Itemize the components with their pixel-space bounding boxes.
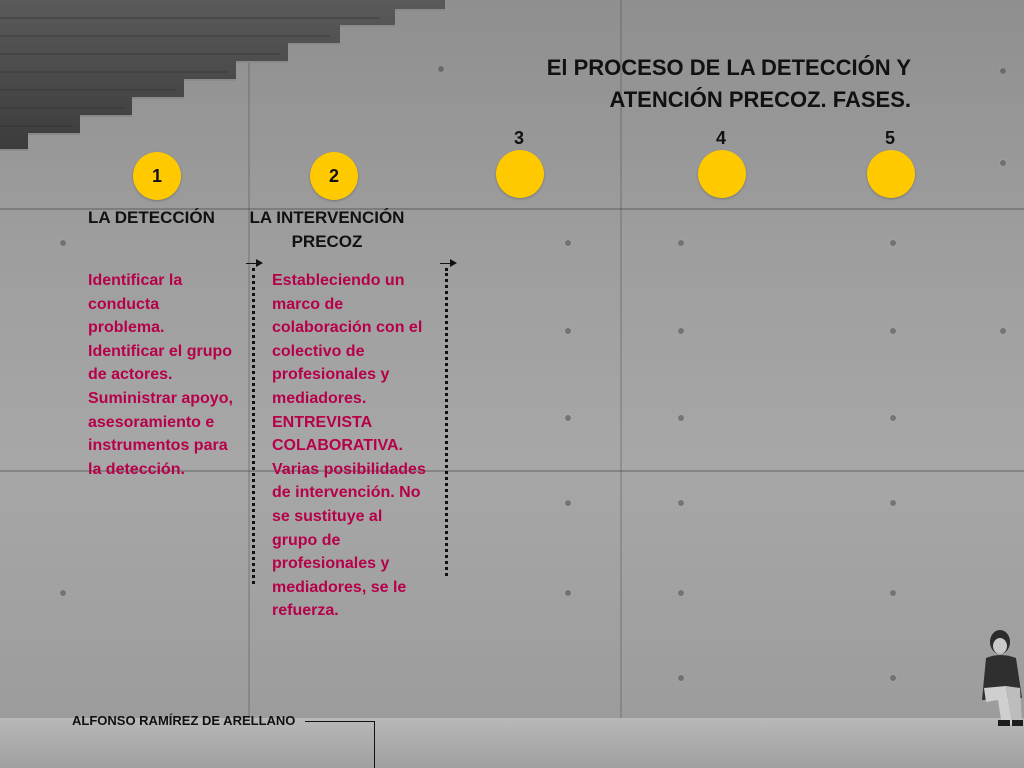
wall-tie-hole bbox=[565, 500, 571, 506]
divider-arrow-line bbox=[440, 263, 450, 264]
divider-arrow-head bbox=[256, 259, 263, 267]
phase-2-line: ENTREVISTA bbox=[272, 413, 373, 431]
wall-tie-hole bbox=[890, 328, 896, 334]
wall-tie-hole bbox=[678, 675, 684, 681]
wall-tie-hole bbox=[565, 415, 571, 421]
phase-2-line: grupo de bbox=[272, 531, 341, 549]
phase-1-heading: LA DETECCIÓN bbox=[88, 208, 215, 227]
wall-tie-hole bbox=[565, 590, 571, 596]
phase-2-line: refuerza. bbox=[272, 602, 339, 620]
footer-vertical-rule bbox=[374, 721, 375, 768]
phase-2-line: profesionales y bbox=[272, 555, 390, 573]
wall-tie-hole bbox=[678, 590, 684, 596]
wall-tie-hole bbox=[890, 590, 896, 596]
wall-tie-hole bbox=[678, 240, 684, 246]
phase-2-circle bbox=[310, 152, 358, 200]
phase-1-line: problema. bbox=[88, 319, 165, 337]
phase-1-line: la detección. bbox=[88, 460, 185, 478]
divider-arrow-head bbox=[450, 259, 457, 267]
phase-1-description bbox=[88, 269, 233, 481]
phase-2-heading bbox=[241, 206, 413, 254]
wall-tie-hole bbox=[890, 500, 896, 506]
phase-2-heading-line-2: PRECOZ bbox=[291, 232, 363, 251]
phase-1-line: Suministrar apoyo, bbox=[88, 389, 233, 407]
wall-tie-hole bbox=[678, 328, 684, 334]
phase-2-line: mediadores, se le bbox=[272, 578, 407, 596]
staircase-image bbox=[0, 0, 450, 160]
phase-2-line: Varias posibilidades bbox=[272, 460, 426, 478]
phase-1-number: 1 bbox=[151, 166, 162, 186]
phase-1-line: conducta bbox=[88, 295, 160, 313]
phase-5-number: 5 bbox=[885, 128, 896, 148]
phase-2-line: Estableciendo un bbox=[272, 272, 405, 289]
author-underline bbox=[305, 721, 375, 722]
wall-tie-hole bbox=[890, 675, 896, 681]
wall-tie-hole bbox=[890, 415, 896, 421]
phase-2-line: colectivo de bbox=[272, 342, 365, 360]
wall-tie-hole bbox=[1000, 68, 1006, 74]
title-line-2: ATENCIÓN PRECOZ. FASES. bbox=[609, 87, 911, 112]
phase-2-line: mediadores. bbox=[272, 389, 367, 407]
phase-4-number: 4 bbox=[716, 128, 727, 148]
phase-2-line: colaboración con el bbox=[272, 319, 423, 337]
phase-1-line: de actores. bbox=[88, 366, 173, 384]
phase-divider-1 bbox=[252, 268, 255, 584]
slide-title bbox=[547, 52, 911, 116]
phase-1-line: instrumentos para bbox=[88, 437, 228, 455]
phase-2-number: 2 bbox=[328, 166, 339, 186]
phase-1-circle bbox=[133, 152, 181, 200]
author-name: ALFONSO RAMÍREZ DE ARELLANO bbox=[72, 713, 296, 728]
wall-tie-hole bbox=[565, 328, 571, 334]
wall-tie-hole bbox=[678, 500, 684, 506]
phase-2-line: COLABORATIVA. bbox=[272, 437, 403, 455]
wall-tie-hole bbox=[678, 415, 684, 421]
phase-divider-2 bbox=[445, 268, 448, 576]
title-line-1: El PROCESO DE LA DETECCIÓN Y bbox=[546, 55, 911, 80]
phase-1-line: Identificar la bbox=[88, 272, 183, 289]
wall-tie-hole bbox=[565, 240, 571, 246]
phase-2-line: marco de bbox=[272, 295, 344, 313]
phase-2-line: se sustituye al bbox=[272, 507, 383, 525]
phase-1-line: asesoramiento e bbox=[88, 413, 215, 431]
phase-2-line: profesionales y bbox=[272, 366, 390, 384]
wall-tie-hole bbox=[890, 240, 896, 246]
wall-tie-hole bbox=[60, 240, 66, 246]
seated-person-image bbox=[976, 628, 1024, 732]
phase-3-number: 3 bbox=[514, 128, 525, 148]
divider-arrow-line bbox=[246, 263, 256, 264]
phase-2-description bbox=[272, 269, 426, 623]
wall-tie-hole bbox=[1000, 328, 1006, 334]
phase-3-circle bbox=[496, 150, 544, 198]
wall-tie-hole bbox=[60, 590, 66, 596]
phase-5-circle bbox=[867, 150, 915, 198]
phase-1-line: Identificar el grupo bbox=[88, 342, 233, 360]
wall-tie-hole bbox=[1000, 160, 1006, 166]
phase-2-heading-line-1: LA INTERVENCIÓN bbox=[249, 208, 405, 227]
phase-2-line: de intervención. No bbox=[272, 484, 421, 502]
phase-4-circle bbox=[698, 150, 746, 198]
